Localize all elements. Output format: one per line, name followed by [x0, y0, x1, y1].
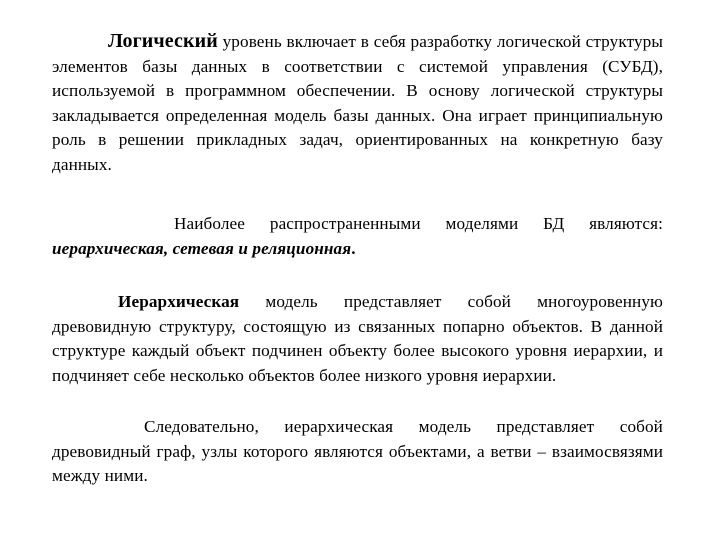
term-hierarchical: Иерархическая — [118, 292, 240, 311]
paragraph-hierarchical-model — [52, 290, 663, 388]
term-logical: Логический — [108, 30, 218, 52]
paragraph-common-models-text: Наиболее распространенными моделями БД являются: — [174, 214, 663, 233]
models-list-emphasis: иерархическая, сетевая и реляционная — [52, 238, 352, 258]
paragraph-tree-graph-text: Следовательно, иерархическая модель представляет собой древовидный граф, узлы которого являются объектами, а ветви – взаимосвязями между ними. — [52, 417, 663, 485]
paragraph-logical-text: уровень включает в себя разработку логической структуры элементов базы данных в соответствии с системой управления (СУБД), используемой в программном обеспечении. В основу логической структуры закладывается определенная модель базы данных. Она играет принципиальную роль в решении прикладных задач, ориентированных на конкретную базу данных. — [52, 32, 663, 174]
paragraph-hierarchical-text: модель представляет собой многоуровенную древовидную структуру, состоящую из связанных попарно объектов. В данной структуре каждый объект подчинен объекту более высокого уровня иерархии, и подчиняет себе несколько объектов более низкого уровня иерархии. — [52, 292, 663, 385]
paragraph-tree-graph — [52, 415, 663, 489]
paragraph-logical-level — [52, 29, 663, 177]
paragraph-common-models — [52, 212, 663, 261]
sentence-end: . — [351, 238, 356, 258]
